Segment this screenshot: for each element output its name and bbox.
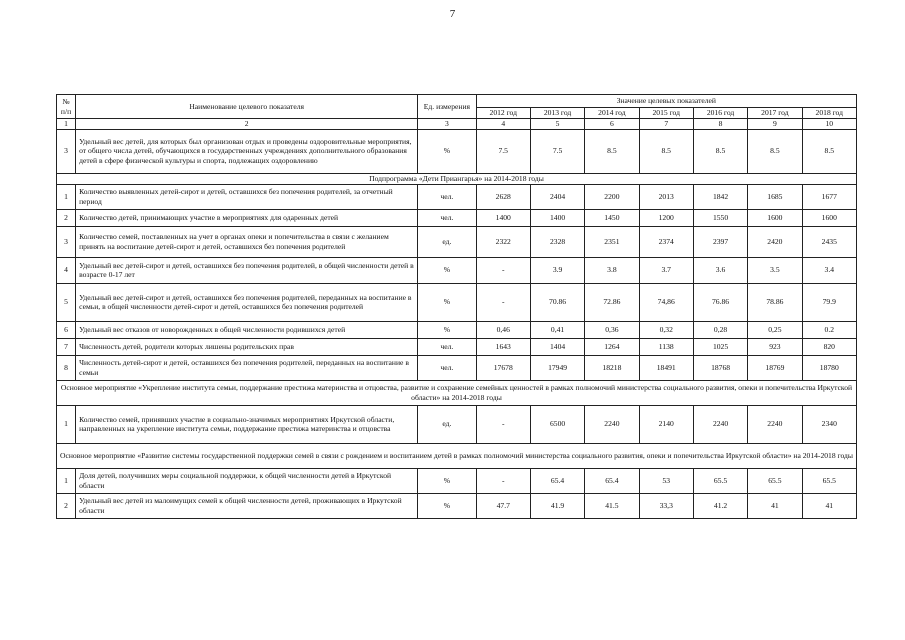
- value-cell: 2420: [748, 226, 802, 257]
- unit-cell: %: [418, 321, 476, 338]
- value-cell: 2240: [748, 405, 802, 443]
- indicator-name: Численность детей-сирот и детей, оставшихся без попечения родителей, переданных на воспитание в семьи: [76, 355, 418, 380]
- value-cell: 47.7: [476, 493, 530, 518]
- indicator-name: Количество выявленных детей-сирот и детей, оставшихся без попечения родителей, за отчетный период: [76, 184, 418, 209]
- value-cell: 41.2: [693, 493, 747, 518]
- value-cell: -: [476, 257, 530, 283]
- table-row: [57, 257, 857, 283]
- table-row: [57, 493, 857, 518]
- value-cell: 3.7: [639, 257, 693, 283]
- header-unit: Ед. измерения: [418, 95, 476, 119]
- value-cell: 65.4: [530, 468, 584, 493]
- value-cell: 7.5: [530, 129, 584, 173]
- unit-cell: %: [418, 129, 476, 173]
- value-cell: 2013: [639, 184, 693, 209]
- value-cell: 17678: [476, 355, 530, 380]
- table-row: [57, 283, 857, 321]
- value-cell: 3.6: [693, 257, 747, 283]
- unit-cell: ед.: [418, 226, 476, 257]
- row-number: 1: [57, 184, 76, 209]
- row-number: 1: [57, 405, 76, 443]
- column-number: 2: [76, 119, 418, 130]
- section-title: Подпрограмма «Дети Приангарья» на 2014-2018 годы: [57, 173, 857, 184]
- value-cell: 1677: [802, 184, 856, 209]
- value-cell: 0,25: [748, 321, 802, 338]
- column-number: 8: [693, 119, 747, 130]
- value-cell: 8.5: [585, 129, 639, 173]
- value-cell: 0,28: [693, 321, 747, 338]
- value-cell: 2240: [693, 405, 747, 443]
- column-number: 1: [57, 119, 76, 130]
- value-cell: 8.5: [639, 129, 693, 173]
- value-cell: 1842: [693, 184, 747, 209]
- table-row: [57, 468, 857, 493]
- section-row: [57, 173, 857, 184]
- value-cell: 2374: [639, 226, 693, 257]
- indicator-name: Численность детей, родители которых лишены родительских прав: [76, 338, 418, 355]
- unit-cell: %: [418, 468, 476, 493]
- table-row: [57, 405, 857, 443]
- header-year: 2016 год: [693, 108, 747, 119]
- row-number: 2: [57, 209, 76, 226]
- table-row: [57, 209, 857, 226]
- value-cell: 65.5: [802, 468, 856, 493]
- indicator-name: Удельный вес детей-сирот и детей, оставшихся без попечения родителей, в общей численности детей в возрасте 0-17 лет: [76, 257, 418, 283]
- table-row: [57, 184, 857, 209]
- header-name: Наименование целевого показателя: [76, 95, 418, 119]
- value-cell: 2140: [639, 405, 693, 443]
- indicator-name: Удельный вес детей-сирот и детей, оставшихся без попечения родителей, переданных на воспитание в семьи, в общей численности детей-сирот и детей, оставшихся без попечения родителей: [76, 283, 418, 321]
- header-year: 2014 год: [585, 108, 639, 119]
- value-cell: 41.9: [530, 493, 584, 518]
- indicator-name: Количество семей, поставленных на учет в органах опеки и попечительства в связи с желанием принять на воспитание детей-сирот и детей, оставшихся без попечения родителей: [76, 226, 418, 257]
- value-cell: 0,36: [585, 321, 639, 338]
- value-cell: 1643: [476, 338, 530, 355]
- indicator-name: Удельный вес детей из малоимущих семей к общей численности детей, проживающих в Иркутской области: [76, 493, 418, 518]
- unit-cell: чел.: [418, 184, 476, 209]
- value-cell: 1025: [693, 338, 747, 355]
- value-cell: -: [476, 468, 530, 493]
- value-cell: 18780: [802, 355, 856, 380]
- value-cell: 8.5: [748, 129, 802, 173]
- value-cell: 18769: [748, 355, 802, 380]
- value-cell: 0,41: [530, 321, 584, 338]
- unit-cell: %: [418, 257, 476, 283]
- value-cell: 65.5: [748, 468, 802, 493]
- table-row: [57, 321, 857, 338]
- value-cell: 79.9: [802, 283, 856, 321]
- indicator-name: Доля детей, получивших меры социальной поддержки, к общей численности детей в Иркутской области: [76, 468, 418, 493]
- section-row: [57, 443, 857, 468]
- row-number: 8: [57, 355, 76, 380]
- row-number: 3: [57, 226, 76, 257]
- value-cell: 2200: [585, 184, 639, 209]
- value-cell: 1550: [693, 209, 747, 226]
- value-cell: 1400: [476, 209, 530, 226]
- value-cell: 65.5: [693, 468, 747, 493]
- unit-cell: чел.: [418, 209, 476, 226]
- table-row: [57, 226, 857, 257]
- value-cell: 65.4: [585, 468, 639, 493]
- value-cell: 18218: [585, 355, 639, 380]
- value-cell: 2404: [530, 184, 584, 209]
- value-cell: 74,86: [639, 283, 693, 321]
- value-cell: 17949: [530, 355, 584, 380]
- column-number: 6: [585, 119, 639, 130]
- section-row: [57, 380, 857, 405]
- target-indicators-table: [56, 94, 857, 519]
- value-cell: 2397: [693, 226, 747, 257]
- value-cell: 8.5: [802, 129, 856, 173]
- column-number: 5: [530, 119, 584, 130]
- column-number: 7: [639, 119, 693, 130]
- unit-cell: чел.: [418, 338, 476, 355]
- value-cell: 1450: [585, 209, 639, 226]
- value-cell: 76.86: [693, 283, 747, 321]
- column-number: 4: [476, 119, 530, 130]
- row-number: 2: [57, 493, 76, 518]
- value-cell: -: [476, 283, 530, 321]
- row-number: 6: [57, 321, 76, 338]
- header-year: 2013 год: [530, 108, 584, 119]
- value-cell: 70.86: [530, 283, 584, 321]
- value-cell: 6500: [530, 405, 584, 443]
- section-title: Основное мероприятие «Развитие системы государственной поддержки семей в связи с рождением и воспитанием детей в рамках полномочий министерства социального развития, опеки и попечительства Иркутской области» на 2014-2018 годы: [57, 443, 857, 468]
- header-year: 2012 год: [476, 108, 530, 119]
- value-cell: 78.86: [748, 283, 802, 321]
- indicator-name: Количество семей, принявших участие в социально-значимых мероприятиях Иркутской области, направленных на укрепление института семьи, поддержание престижа материнства и отцовства: [76, 405, 418, 443]
- row-number: 7: [57, 338, 76, 355]
- header-year: 2015 год: [639, 108, 693, 119]
- table-row: [57, 355, 857, 380]
- indicator-name: Удельный вес детей, для которых был организован отдых и проведены оздоровительные мероприятия, от общего числа детей, обучающихся в государственных учреждениях дополнительного образования детей в сфере физической культуры и спорта, подлежащих оздоровлению: [76, 129, 418, 173]
- value-cell: 72.86: [585, 283, 639, 321]
- value-cell: 1138: [639, 338, 693, 355]
- value-cell: 3.4: [802, 257, 856, 283]
- value-cell: 2328: [530, 226, 584, 257]
- value-cell: 1685: [748, 184, 802, 209]
- header-year: 2018 год: [802, 108, 856, 119]
- value-cell: 3.9: [530, 257, 584, 283]
- value-cell: 923: [748, 338, 802, 355]
- value-cell: 2240: [585, 405, 639, 443]
- value-cell: 0.2: [802, 321, 856, 338]
- value-cell: 7.5: [476, 129, 530, 173]
- value-cell: 41.5: [585, 493, 639, 518]
- column-number: 9: [748, 119, 802, 130]
- indicator-name: Количество детей, принимающих участие в мероприятиях для одаренных детей: [76, 209, 418, 226]
- value-cell: 1600: [748, 209, 802, 226]
- value-cell: 2322: [476, 226, 530, 257]
- table-row: [57, 338, 857, 355]
- value-cell: -: [476, 405, 530, 443]
- value-cell: 33,3: [639, 493, 693, 518]
- column-number: 3: [418, 119, 476, 130]
- header-year: 2017 год: [748, 108, 802, 119]
- unit-cell: ед.: [418, 405, 476, 443]
- header-num: № п/п: [57, 95, 76, 119]
- value-cell: 18768: [693, 355, 747, 380]
- row-number: 5: [57, 283, 76, 321]
- unit-cell: чел.: [418, 355, 476, 380]
- value-cell: 3.5: [748, 257, 802, 283]
- value-cell: 3.8: [585, 257, 639, 283]
- row-number: 4: [57, 257, 76, 283]
- column-number: 10: [802, 119, 856, 130]
- table-row: [57, 129, 857, 173]
- value-cell: 2340: [802, 405, 856, 443]
- header-values: Значение целевых показателей: [476, 95, 856, 108]
- value-cell: 2435: [802, 226, 856, 257]
- unit-cell: %: [418, 493, 476, 518]
- indicator-name: Удельный вес отказов от новорожденных в общей численности родившихся детей: [76, 321, 418, 338]
- value-cell: 53: [639, 468, 693, 493]
- value-cell: 41: [802, 493, 856, 518]
- value-cell: 0,32: [639, 321, 693, 338]
- value-cell: 8.5: [693, 129, 747, 173]
- row-number: 1: [57, 468, 76, 493]
- value-cell: 2628: [476, 184, 530, 209]
- page-number: 7: [449, 8, 456, 20]
- value-cell: 2351: [585, 226, 639, 257]
- row-number: 3: [57, 129, 76, 173]
- value-cell: 820: [802, 338, 856, 355]
- value-cell: 1200: [639, 209, 693, 226]
- value-cell: 18491: [639, 355, 693, 380]
- section-title: Основное мероприятие «Укрепление института семьи, поддержание престижа материнства и отцовства, развитие и сохранение семейных ценностей в рамках полномочий министерства социального развития, опеки и попечительства Иркутской области» на 2014-2018 годы: [57, 380, 857, 405]
- value-cell: 0,46: [476, 321, 530, 338]
- value-cell: 1264: [585, 338, 639, 355]
- value-cell: 1404: [530, 338, 584, 355]
- value-cell: 1600: [802, 209, 856, 226]
- value-cell: 1400: [530, 209, 584, 226]
- unit-cell: %: [418, 283, 476, 321]
- value-cell: 41: [748, 493, 802, 518]
